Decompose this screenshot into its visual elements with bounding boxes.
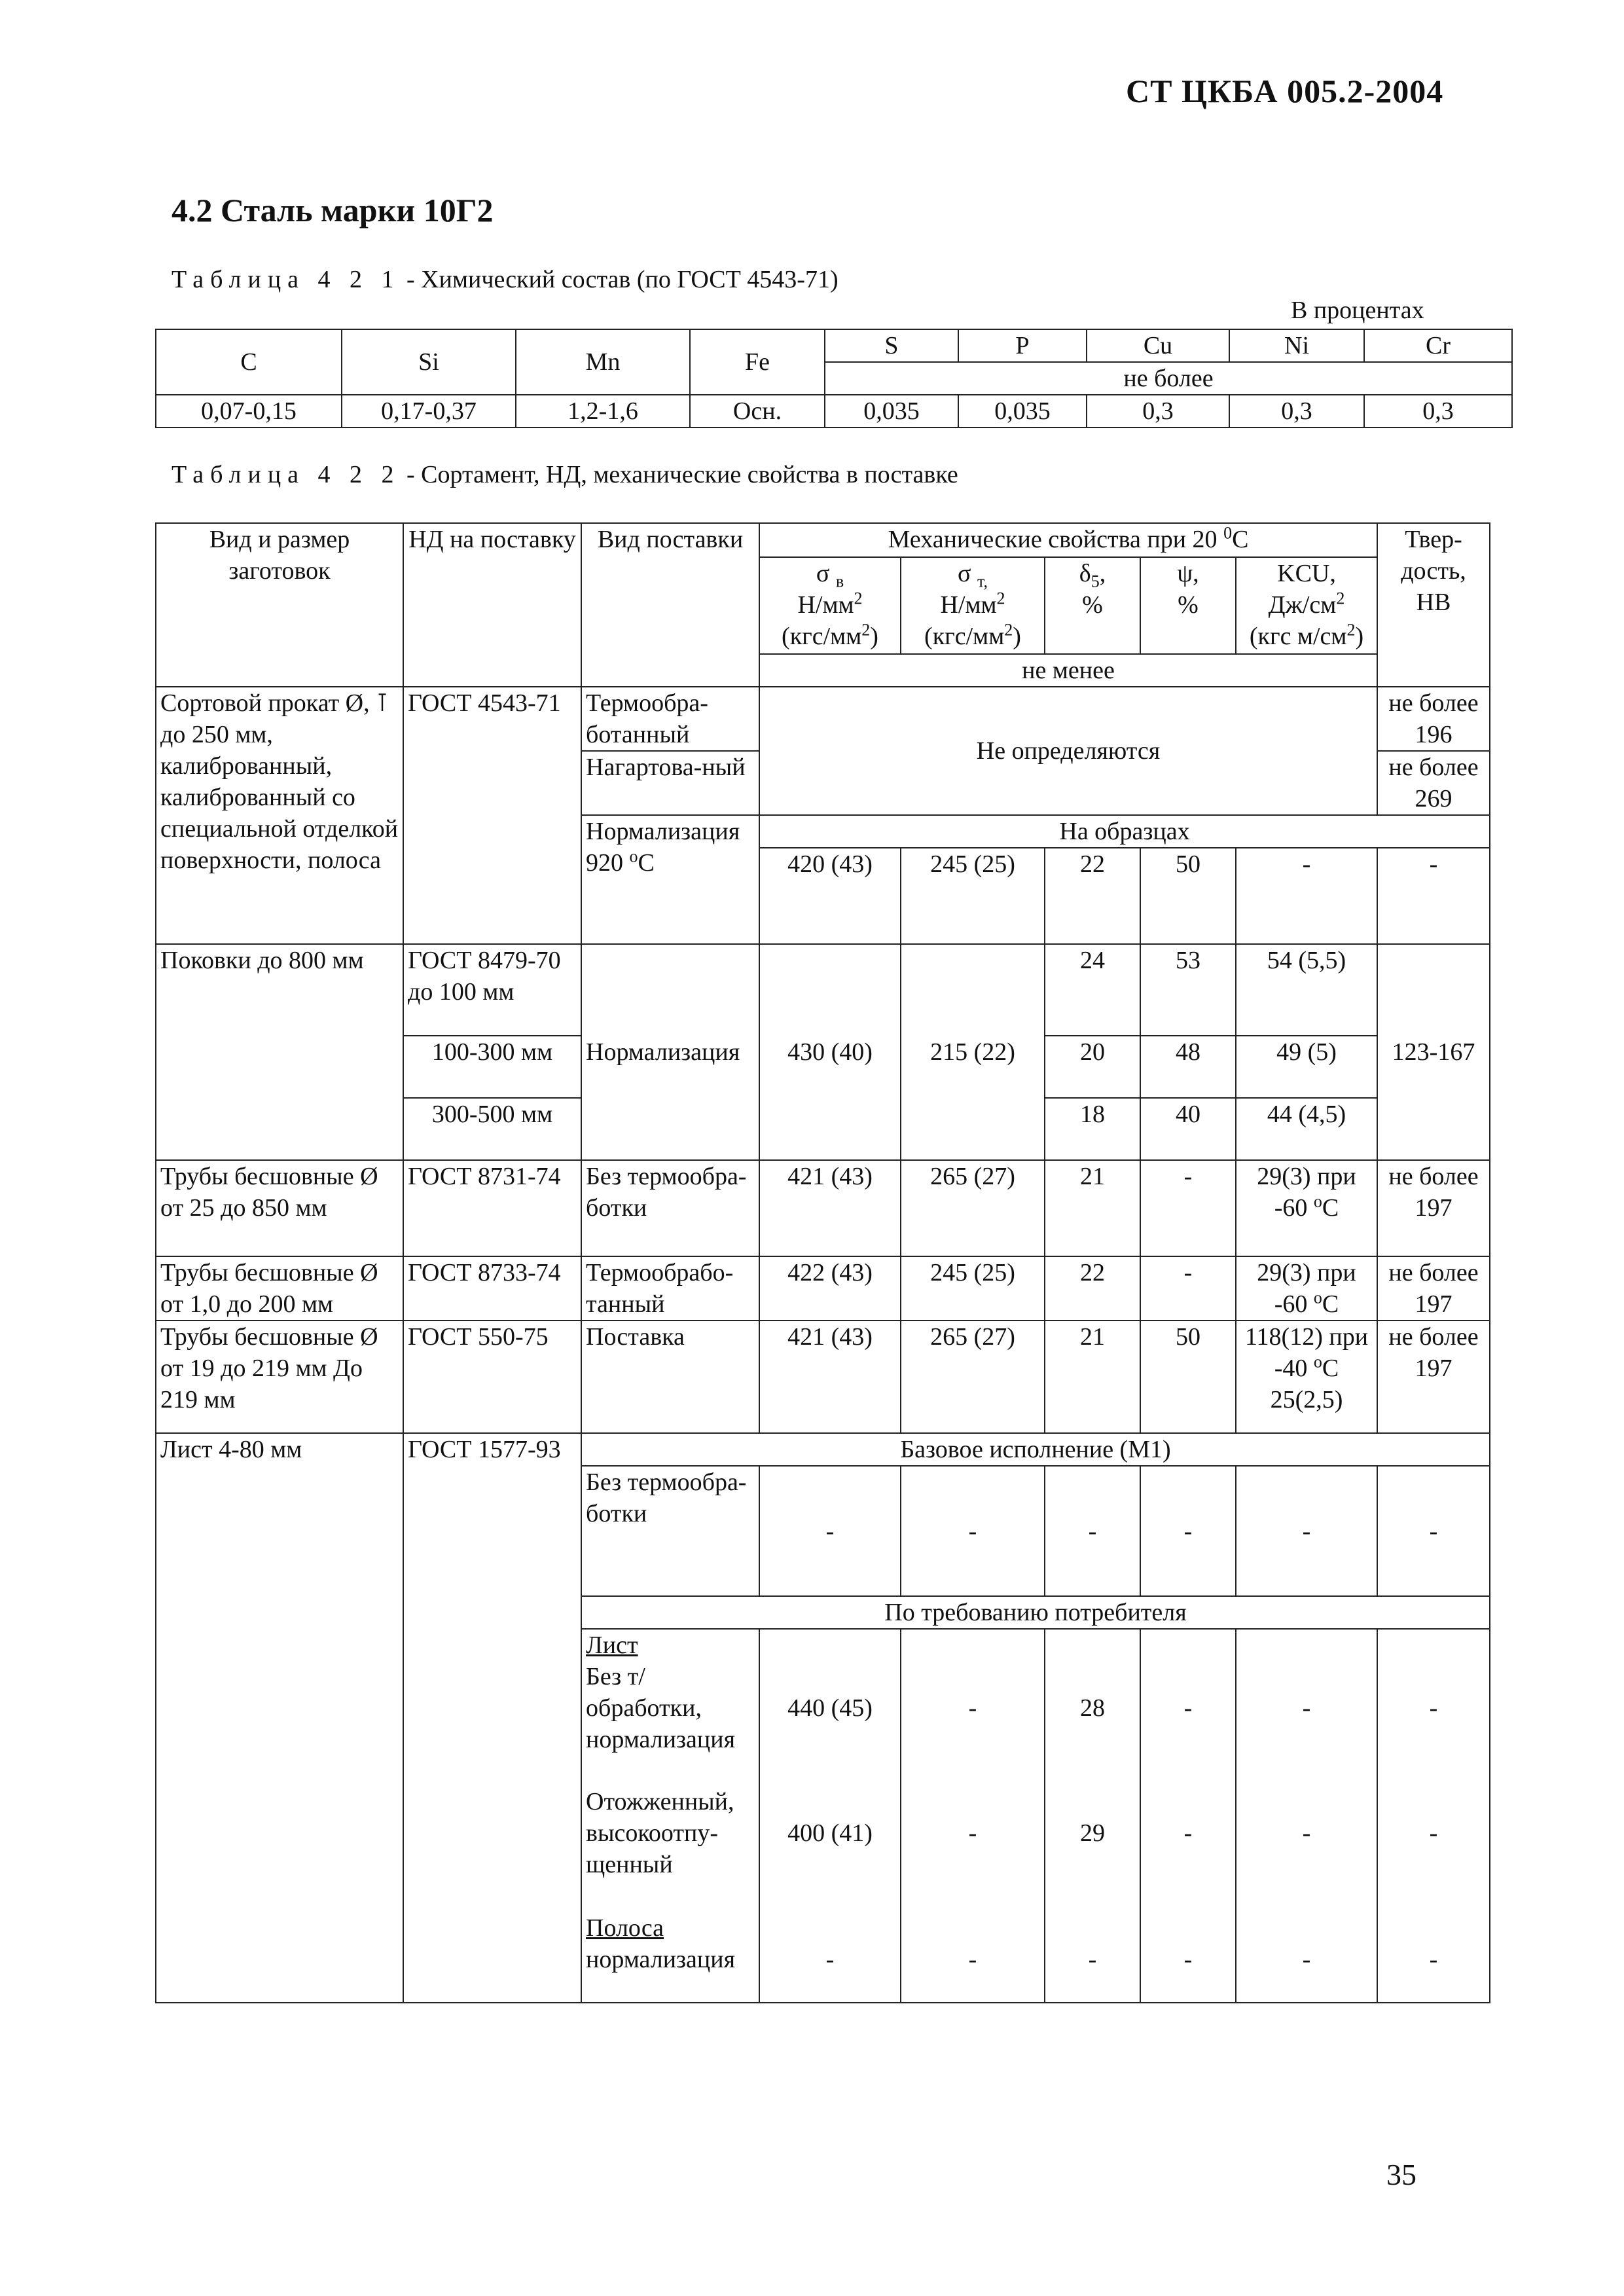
row5-hardness: не более 197 [1377,1321,1490,1433]
chem-header-mn: Mn [516,329,690,395]
row4-kcu-deg: о [1313,1288,1322,1307]
row1-sigma-b: 420 (43) [759,848,901,944]
chem-header-p: P [958,329,1087,362]
row6-supply-b [581,1629,759,1786]
header-sigma-b-kgf-sup: 2 [861,620,871,640]
row4-psi: - [1140,1256,1236,1321]
row6d-delta5: - [1045,1912,1140,2003]
header-sigma-b-unit-sup: 2 [854,589,863,608]
row6c-sigma-t: - [901,1786,1045,1912]
row2-blank-type: Поковки до 800 мм [156,944,403,1160]
chem-value-fe: Осн. [690,395,825,428]
chem-value-p: 0,035 [958,395,1087,428]
row2-delta5-b: 20 [1045,1036,1140,1098]
row3-sigma-b: 421 (43) [759,1160,901,1256]
header-sigma-b-sub: в [835,572,844,591]
row5-kcu-text: 118(12) при -40 [1244,1323,1369,1382]
row4-blank-type: Трубы бесшовные Ø от 1,0 до 200 мм [156,1256,403,1321]
row5-psi: 50 [1140,1321,1236,1433]
row3-hardness: не более 197 [1377,1160,1490,1256]
row1-kcu: - [1236,848,1377,944]
row6d-hardness: - [1377,1912,1490,2003]
row6b-delta5: 28 [1045,1629,1140,1786]
row1-hardness-b: не более 269 [1377,751,1490,815]
row1-sigma-t: 245 (25) [901,848,1045,944]
row2-sigma-b: 430 (40) [759,944,901,1160]
chem-header-s: S [825,329,958,362]
row3-kcu-text: 29(3) при -60 [1257,1163,1356,1222]
header-sigma-t-kgf-close: ) [1013,623,1021,650]
document-code: СТ ЦКБА 005.2-2004 [1126,73,1444,109]
row5-kcu-unit: С 25(2,5) [1270,1355,1343,1413]
row2-delta5-c: 18 [1045,1098,1140,1160]
header-kcu-unit: Дж/см [1268,591,1337,619]
row1-hardness: - [1377,848,1490,944]
row6-supply-a: Без термообра-ботки [581,1466,759,1596]
row2-psi-b: 48 [1140,1036,1236,1098]
row6c-psi: - [1140,1786,1236,1912]
row6d-sigma-b: - [759,1912,901,2003]
row6-strip-label: Полоса [586,1914,664,1942]
header-nd: НД на поставку [403,523,581,687]
row2-psi-c: 40 [1140,1098,1236,1160]
header-kcu-kgf-close: ) [1355,623,1364,650]
row4-sigma-t: 245 (25) [901,1256,1045,1321]
row6a-delta5: - [1045,1466,1140,1596]
row3-sigma-t: 265 (27) [901,1160,1045,1256]
row3-psi: - [1140,1160,1236,1256]
row4-supply: Термообрабо-танный [581,1256,759,1321]
row2-nd-b: 100-300 мм [403,1036,581,1098]
row6-consumer-requirement: По требованию потребителя [581,1596,1490,1629]
row5-sigma-t: 265 (27) [901,1321,1045,1433]
row2-nd-c: 300-500 мм [403,1098,581,1160]
row4-sigma-b: 422 (43) [759,1256,901,1321]
row6d-psi: - [1140,1912,1236,2003]
header-mech-group [759,523,1377,557]
row3-kcu-deg: о [1313,1192,1322,1211]
row2-hardness: 123-167 [1377,944,1490,1160]
header-mech-group-deg: 0 [1223,523,1233,543]
header-supply-type: Вид поставки [581,523,759,687]
row6b-sigma-t: - [901,1629,1045,1786]
row1-supply-heat-treated: Термообра-ботанный [581,687,759,751]
row4-kcu [1236,1256,1377,1321]
row4-kcu-text: 29(3) при -60 [1257,1259,1356,1318]
header-sigma-b-kgf: (кгс/мм [782,623,862,650]
row6c-kcu: - [1236,1786,1377,1912]
row6a-hardness: - [1377,1466,1490,1596]
row6c-delta5: 29 [1045,1786,1140,1912]
row2-kcu-b: 49 (5) [1236,1036,1377,1098]
row2-sigma-t: 215 (22) [901,944,1045,1160]
row1-nd: ГОСТ 4543-71 [403,687,581,944]
row6-supply-d-text: нормализация [586,1946,736,1973]
chem-value-si: 0,17-0,37 [342,395,516,428]
row1-not-determined: Не определяются [759,687,1377,815]
header-kcu [1236,557,1377,654]
row6-supply-c: Отожженный, высокоотпу-щенный [581,1786,759,1912]
chem-header-si: Si [342,329,516,395]
header-blank-type: Вид и размер заготовок [156,523,403,687]
header-psi-percent: % [1178,591,1199,619]
header-sigma-b-symbol: σ [816,560,830,587]
header-mech-group-text: Механические свойства при 20 [888,526,1224,553]
row5-kcu-deg: о [1313,1352,1322,1372]
row5-supply: Поставка [581,1321,759,1433]
header-delta-sub: 5 [1091,572,1100,591]
row2-psi-a: 53 [1140,944,1236,1036]
row3-nd: ГОСТ 8731-74 [403,1160,581,1256]
row6b-psi: - [1140,1629,1236,1786]
row5-blank-type: Трубы бесшовные Ø от 19 до 219 мм До 219 мм [156,1321,403,1433]
header-sigma-t-symbol: σ [958,560,971,587]
row3-supply: Без термообра-ботки [581,1160,759,1256]
header-psi-label: ψ, [1177,560,1199,587]
page-number: 35 [1386,2158,1416,2191]
table2-caption [171,460,958,489]
row6a-sigma-t: - [901,1466,1045,1596]
row6a-psi: - [1140,1466,1236,1596]
table2-caption-prefix: Таблица 4 2 2 [171,461,401,488]
row5-kcu [1236,1321,1377,1433]
row6c-hardness: - [1377,1786,1490,1912]
header-kcu-kgf: (кгс м/см [1249,623,1347,650]
row3-blank-type: Трубы бесшовные Ø от 25 до 850 мм [156,1160,403,1256]
header-sigma-t-sub: т, [977,572,988,591]
header-delta5 [1045,557,1140,654]
chem-header-cu: Cu [1087,329,1229,362]
table1-caption-prefix: Таблица 4 2 1 [171,266,401,293]
chem-value-mn: 1,2-1,6 [516,395,690,428]
header-not-less: не менее [759,654,1377,687]
row1-supply-normalized [581,815,759,944]
table1-units: В процентах [1291,297,1424,324]
chem-value-ni: 0,3 [1229,395,1364,428]
row6-supply-b-text: Без т/обработки, нормализация [586,1663,736,1753]
chem-value-s: 0,035 [825,395,958,428]
chem-value-c: 0,07-0,15 [156,395,342,428]
row1-delta5: 22 [1045,848,1140,944]
row6-supply-d [581,1912,759,2003]
mechanical-properties-table [155,522,1490,2003]
section-title: 4.2 Сталь марки 10Г2 [171,192,494,228]
row2-nd-a: ГОСТ 8479-70 до 100 мм [403,944,581,1036]
table1-caption [171,265,839,294]
row1-blank-type: Сортовой прокат Ø, ⊺ до 250 мм, калиброванный, калиброванный со специальной отделкой поверхности, полоса [156,687,403,944]
row6-nd: ГОСТ 1577-93 [403,1433,581,2003]
row6b-kcu: - [1236,1629,1377,1786]
row4-delta5: 22 [1045,1256,1140,1321]
row1-hardness-a: не более 196 [1377,687,1490,751]
header-sigma-t-kgf: (кгс/мм [924,623,1005,650]
header-delta-symbol: δ [1079,560,1091,587]
header-sigma-b [759,557,901,654]
row6-blank-type: Лист 4-80 мм [156,1433,403,2003]
header-delta-comma: , [1099,560,1106,587]
header-hardness: Твер-дость, НВ [1377,523,1490,687]
row2-kcu-c: 44 (4,5) [1236,1098,1377,1160]
chem-value-cu: 0,3 [1087,395,1229,428]
row3-kcu [1236,1160,1377,1256]
header-sigma-t-kgf-sup: 2 [1004,620,1013,640]
chem-header-c: C [156,329,342,395]
chem-subheader: не более [825,362,1512,395]
row3-delta5: 21 [1045,1160,1140,1256]
row2-supply: Нормализация [581,944,759,1160]
header-mech-group-unit: С [1232,526,1249,553]
header-sigma-t [901,557,1045,654]
chemical-composition-table [155,329,1513,428]
header-sigma-b-kgf-close: ) [870,623,878,650]
header-kcu-label: KCU, [1277,560,1336,587]
chem-header-cr: Cr [1364,329,1512,362]
row5-delta5: 21 [1045,1321,1140,1433]
header-kcu-kgf-sup: 2 [1346,620,1356,640]
header-psi [1140,557,1236,654]
header-sigma-b-unit: Н/мм [797,591,854,619]
table1-caption-text: - Химический состав (по ГОСТ 4543-71) [400,266,839,293]
row6b-sigma-b: 440 (45) [759,1629,901,1786]
row1-psi: 50 [1140,848,1236,944]
row2-delta5-a: 24 [1045,944,1140,1036]
row1-supply-cold-worked: Нагартова-ный [581,751,759,815]
row4-nd: ГОСТ 8733-74 [403,1256,581,1321]
row6d-kcu: - [1236,1912,1377,2003]
row1-on-samples: На образцах [759,815,1490,848]
chem-value-cr: 0,3 [1364,395,1512,428]
row6d-sigma-t: - [901,1912,1045,2003]
row2-kcu-a: 54 (5,5) [1236,944,1377,1036]
header-delta-percent: % [1082,591,1103,619]
row5-sigma-b: 421 (43) [759,1321,901,1433]
row4-kcu-unit: С [1322,1290,1339,1318]
row1-supply-normalized-deg: о [629,847,638,866]
chem-header-ni: Ni [1229,329,1364,362]
row5-nd: ГОСТ 550-75 [403,1321,581,1433]
row1-supply-normalized-text: Нормализация 920 [586,818,740,877]
chem-header-fe: Fe [690,329,825,395]
row6-basic-execution: Базовое исполнение (М1) [581,1433,1490,1466]
row6a-kcu: - [1236,1466,1377,1596]
header-sigma-t-unit-sup: 2 [996,589,1005,608]
header-kcu-unit-sup: 2 [1336,589,1345,608]
header-sigma-t-unit: Н/мм [940,591,997,619]
row3-kcu-unit: С [1322,1194,1339,1222]
table2-caption-text: - Сортамент, НД, механические свойства в поставке [400,461,958,488]
row4-hardness: не более 197 [1377,1256,1490,1321]
row1-supply-normalized-unit: С [638,849,655,877]
row6c-sigma-b: 400 (41) [759,1786,901,1912]
row6-sheet-label: Лист [586,1631,638,1659]
row6b-hardness: - [1377,1629,1490,1786]
row6a-sigma-b: - [759,1466,901,1596]
